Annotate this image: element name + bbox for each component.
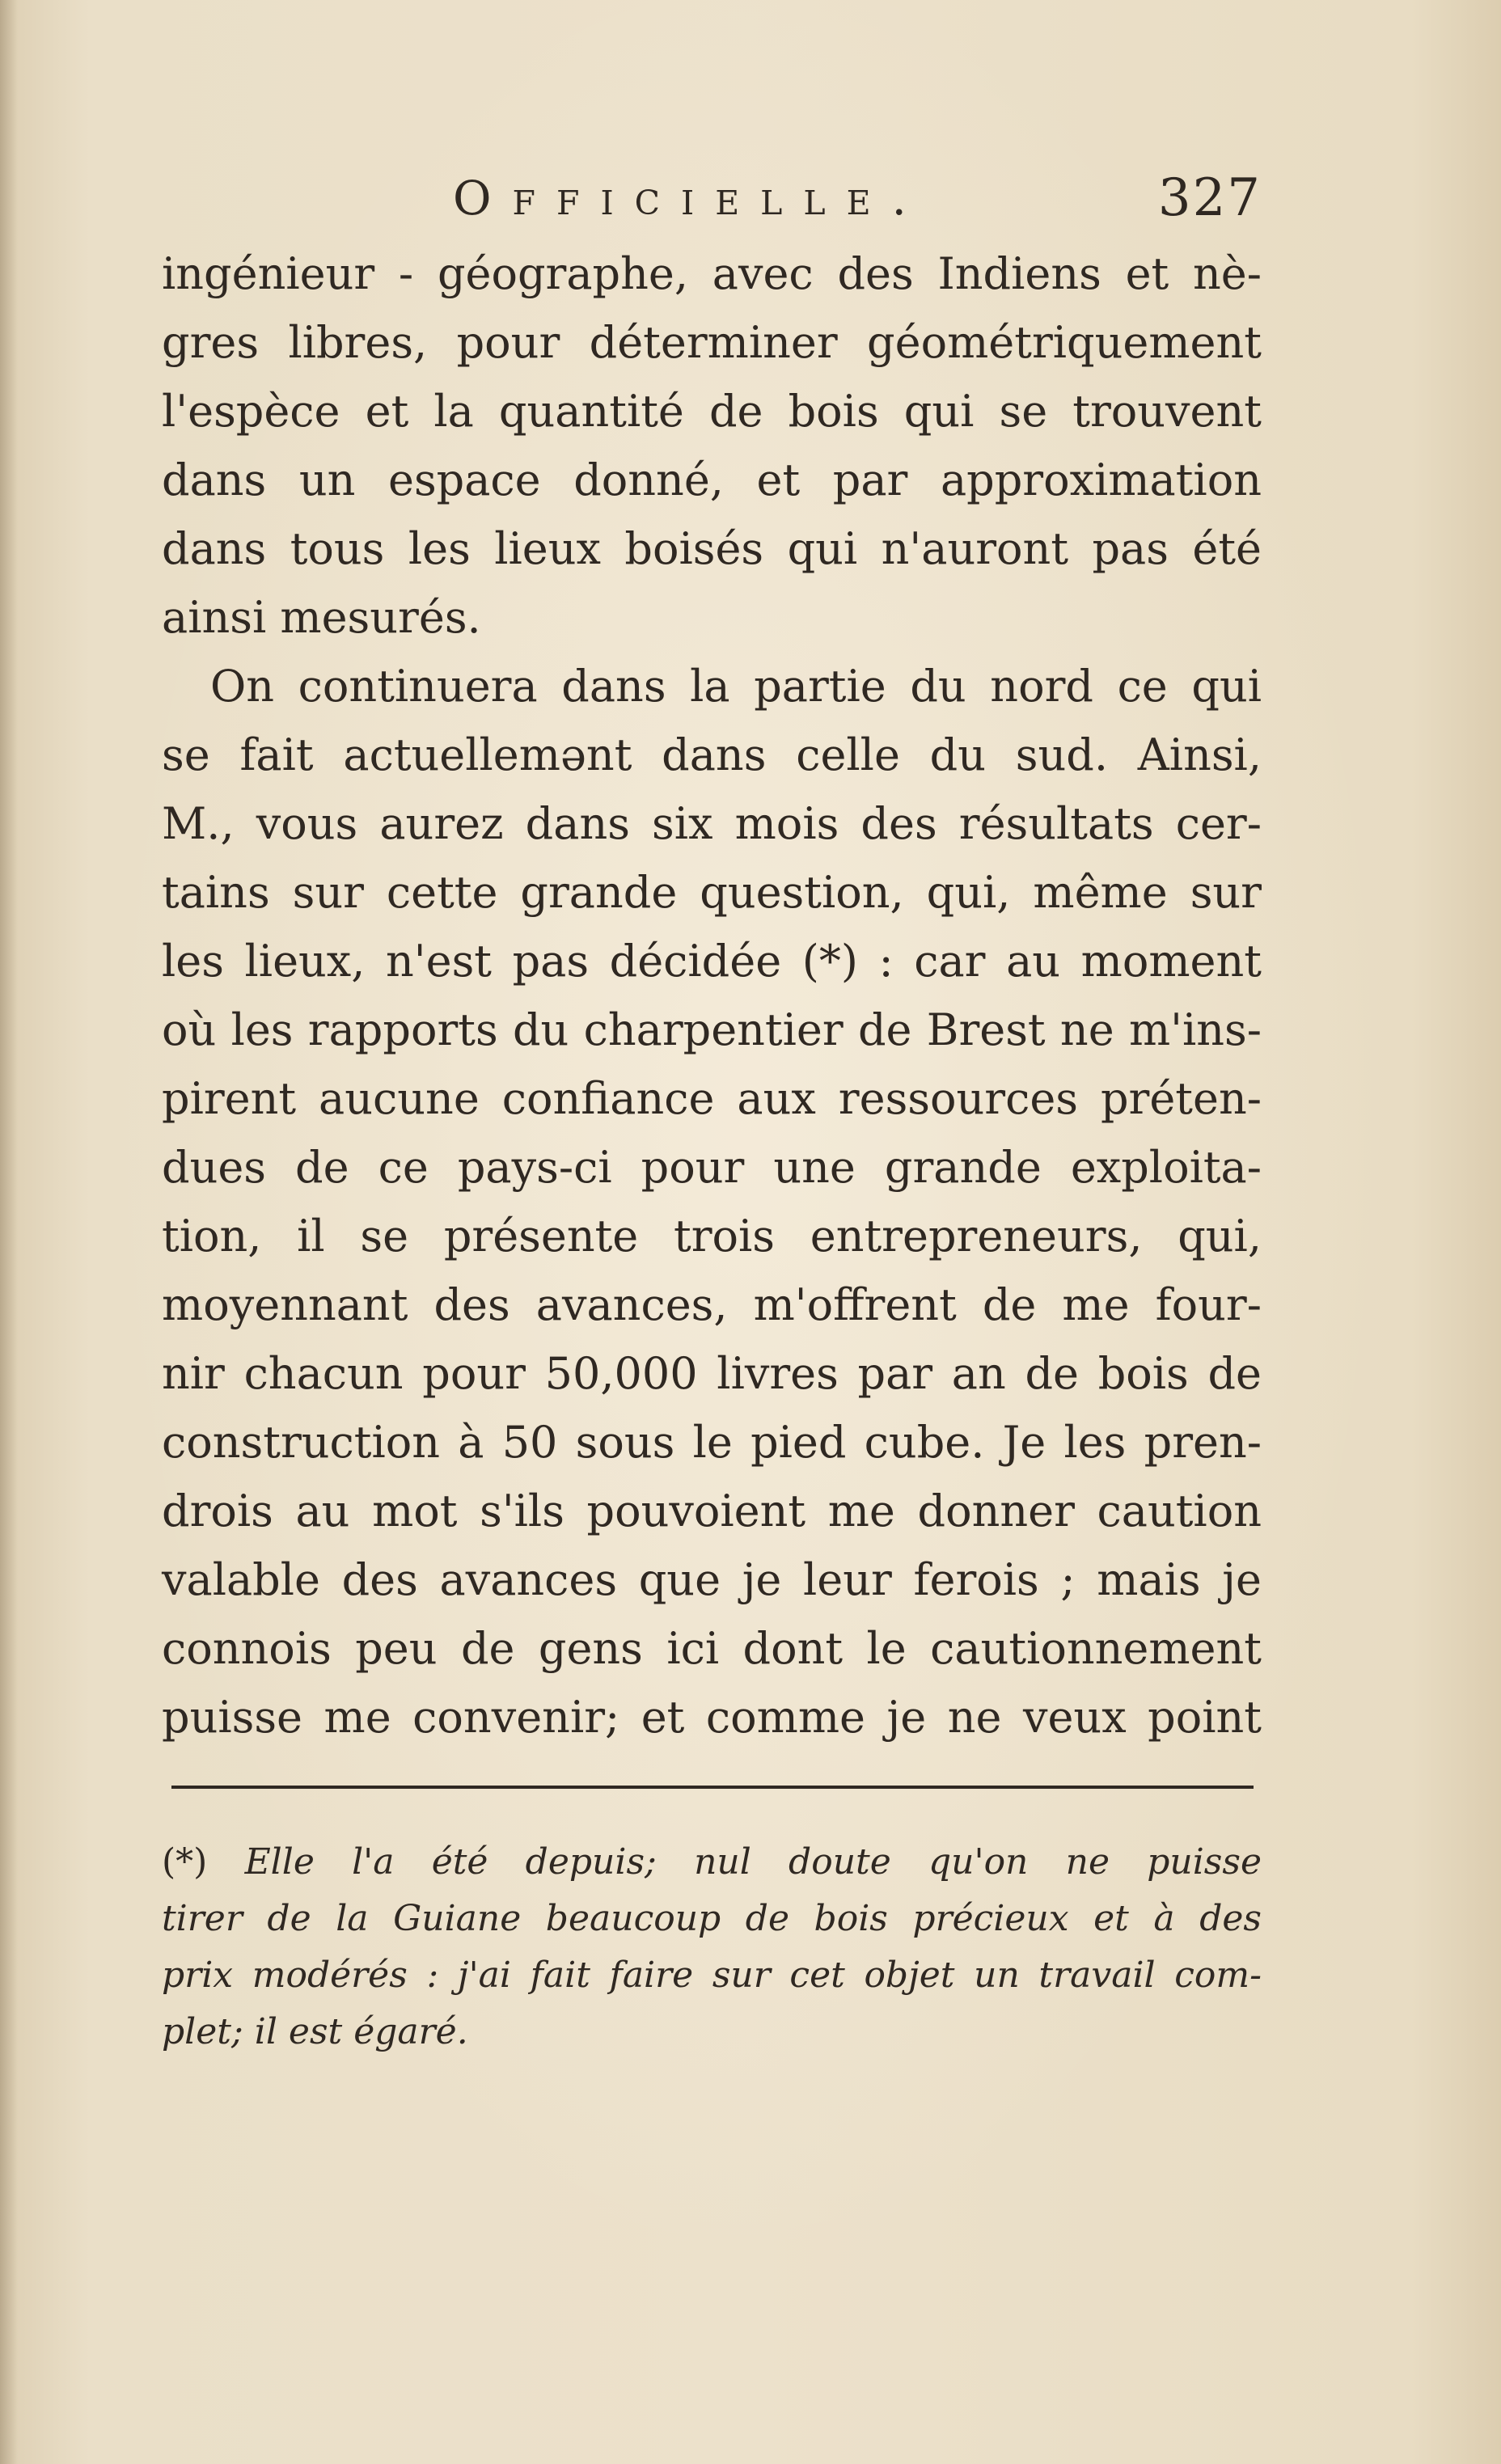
running-head: Officielle. [453, 171, 928, 226]
footnote-text: Elle l'a été depuis; nul doute qu'on ne puisse [244, 1841, 1262, 1883]
body-line: gres libres, pour déterminer géométriquement [162, 317, 1262, 368]
footnote-line: plet; il est égaré. [162, 2011, 468, 2052]
footnote [162, 1834, 1262, 2060]
body-line: les lieux, n'est pas décidée (*) : car au moment [162, 936, 1262, 987]
body-line: M., vous aurez dans six mois des résultats cer- [162, 798, 1262, 849]
gutter-shadow [0, 0, 18, 2464]
body-line: connois peu de gens ici dont le cautionnement [162, 1623, 1262, 1674]
body-line: valable des avances que je leur ferois ; mais je [162, 1554, 1262, 1605]
footnote-line-first [162, 1834, 1262, 1891]
footnote-line: prix modérés : j'ai fait faire sur cet objet un travail com- [162, 1955, 1262, 1996]
body-line: se fait actuellemənt dans celle du sud. Ainsi, [162, 729, 1262, 780]
body-line: drois au mot s'ils pouvoient me donner caution [162, 1486, 1262, 1536]
body-line: On continuera dans la partie du nord ce qui [210, 661, 1262, 712]
body-line: construction à 50 sous le pied cube. Je les pren- [162, 1417, 1262, 1468]
body-line: tains sur cette grande question, qui, même sur [162, 867, 1262, 918]
body-line: tion, il se présente trois entrepreneurs, qui, [162, 1211, 1262, 1262]
body-line: l'espèce et la quantité de bois qui se trouvent [162, 386, 1262, 437]
body-line: ainsi mesurés. [162, 592, 481, 643]
page-header [162, 162, 1262, 235]
footnote-marker: (*) [162, 1841, 208, 1883]
body-line: moyennant des avances, m'offrent de me four- [162, 1279, 1262, 1330]
page-number: 327 [1157, 168, 1262, 228]
body-line: où les rapports du charpentier de Brest ne m'ins- [162, 1004, 1262, 1055]
body-line: pirent aucune confiance aux ressources préten- [162, 1073, 1262, 1124]
body-text [162, 239, 1262, 1752]
body-line: puisse me convenir; et comme je ne veux point [162, 1692, 1262, 1743]
footnote-rule [171, 1786, 1254, 1789]
body-line: nir chacun pour 50,000 livres par an de bois de [162, 1348, 1262, 1399]
body-line: dues de ce pays-ci pour une grande exploita- [162, 1142, 1262, 1193]
body-line: dans tous les lieux boisés qui n'auront pas été [162, 523, 1262, 574]
body-line: ingénieur - géographe, avec des Indiens et nè- [162, 248, 1262, 299]
footnote-line: tirer de la Guiane beaucoup de bois précieux et à des [162, 1898, 1262, 1939]
body-line: dans un espace donné, et par approximation [162, 454, 1262, 505]
